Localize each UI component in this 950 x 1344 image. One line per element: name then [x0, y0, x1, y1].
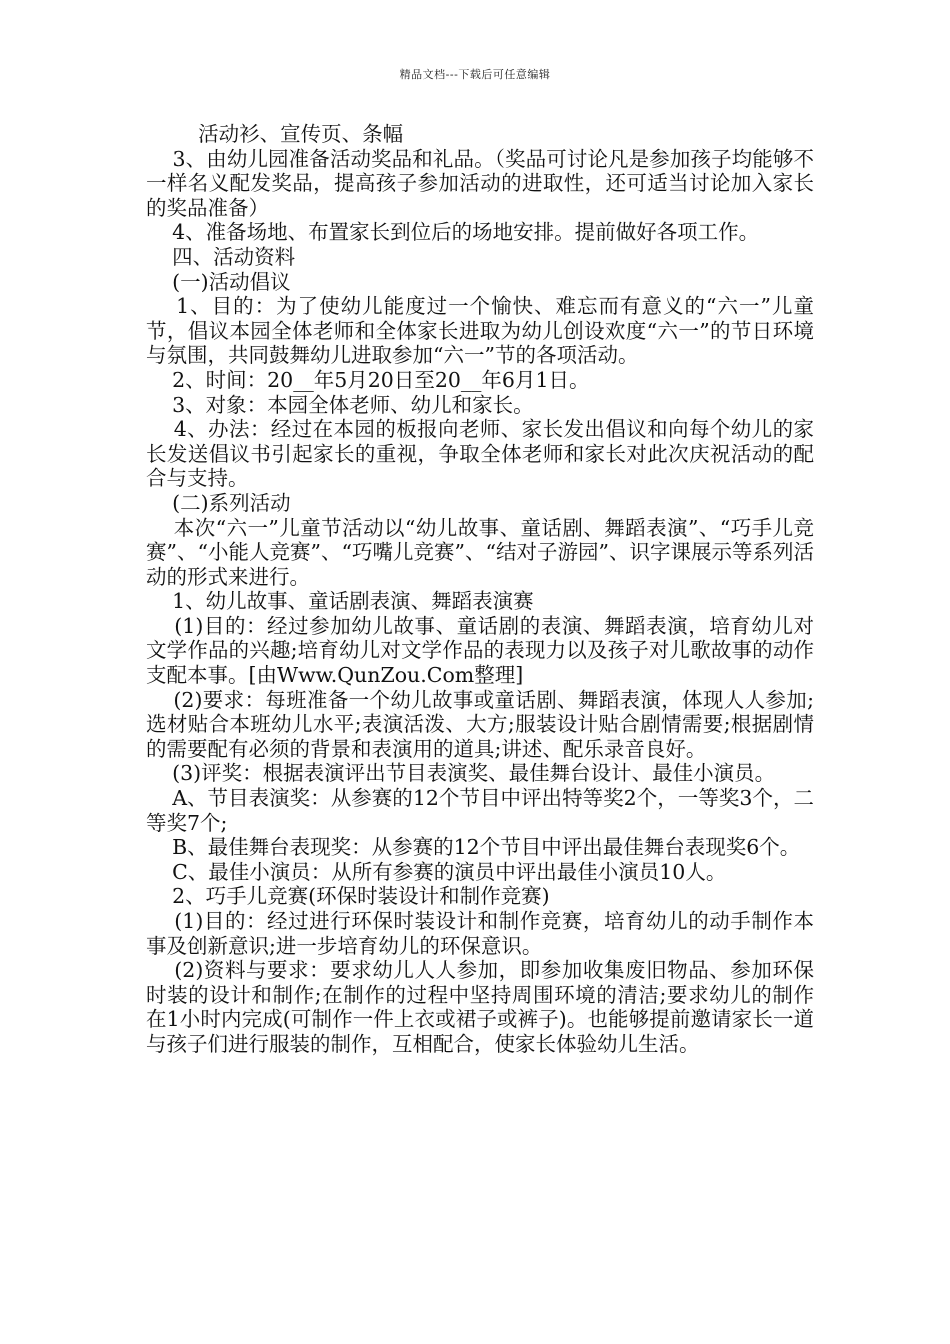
paragraph-award-c: C、最佳小演员：从所有参赛的演员中评出最佳小演员10人。: [146, 859, 727, 884]
document-body: [146, 122, 814, 1057]
paragraph-audience: 3、对象：本园全体老师、幼儿和家长。: [146, 392, 534, 417]
paragraph-prizes: 3、由幼儿园准备活动奖品和礼品。（奖品可讨论凡是参加孩子均能够不一样名义配发奖品，提高孩子参加活动的进取性，还可适当讨论加入家长的奖品准备）: [146, 146, 814, 220]
paragraph-performance-purpose: (1)目的：经过参加幼儿故事、童话剧的表演、舞蹈表演，培育幼儿对文学作品的兴趣;培育幼儿对文学作品的表现力以及孩子对儿歌故事的动作支配本事。[由Www.QunZou.Com整理]: [146, 613, 814, 688]
paragraph-series-intro: 本次“六一”儿童节活动以“幼儿故事、童话剧、舞蹈表演”、“巧手儿竞赛”、“小能人竞赛”、“巧嘴儿竞赛”、“结对子游园”、识字课展示等系列活动的形式来进行。: [146, 515, 814, 589]
paragraph-award-a: A、节目表演奖：从参赛的12个节目中评出特等奖2个，一等奖3个，二等奖7个;: [146, 786, 814, 835]
paragraph-craft-purpose: (1)目的：经过进行环保时装设计和制作竞赛，培育幼儿的动手制作本事及创新意识;进一步培育幼儿的环保意识。: [146, 909, 814, 958]
paragraph-award-b: B、最佳舞台表现奖：从参赛的12个节目中评出最佳舞台表现奖6个。: [146, 835, 801, 860]
paragraph-method: 4、办法：经过在本园的板报向老师、家长发出倡议和向每个幼儿的家长发送倡议书引起家长的重视，争取全体老师和家长对此次庆祝活动的配合与支持。: [146, 417, 814, 491]
page-header: 精品文档---下载后可任意编辑: [399, 68, 551, 81]
paragraph-performance-requirements: (2)要求：每班准备一个幼儿故事或童话剧、舞蹈表演，体现人人参加;选材贴合本班幼儿水平;表演活泼、大方;服装设计贴合剧情需要;根据剧情的需要配有必须的背景和表演用的道具;讲述、配乐录音良好。: [146, 687, 814, 761]
paragraph-venue: 4、准备场地、布置家长到位后的场地安排。提前做好各项工作。: [146, 220, 760, 245]
paragraph-purpose: 1、目的：为了使幼儿能度过一个愉快、难忘而有意义的“六一”儿童节，倡议本园全体老师和全体家长进取为幼儿创设欢度“六一”的节日环境与氛围，共同鼓舞幼儿进取参加“六一”节的各项活动。: [146, 294, 814, 368]
item-heading-performance: 1、幼儿故事、童话剧表演、舞蹈表演赛: [146, 589, 534, 614]
paragraph-craft-requirements: (2)资料与要求：要求幼儿人人参加，即参加收集废旧物品、参加环保时装的设计和制作;在制作的过程中坚持周围环境的清洁;要求幼儿的制作在1小时内完成(可制作一件上衣或裙子或裤子)。也能够提前邀请家长一道与孩子们进行服装的制作，互相配合，使家长体验幼儿生活。: [146, 958, 814, 1056]
section-heading-activity-content: 四、活动资料: [146, 244, 296, 269]
paragraph-time: 2、时间：20__年5月20日至20__年6月1日。: [146, 367, 590, 392]
paragraph-materials: 活动衫、宣传页、条幅: [146, 122, 404, 146]
subsection-heading-proposal: (一)活动倡议: [146, 269, 291, 294]
paragraph-performance-awards: (3)评奖：根据表演评出节目表演奖、最佳舞台设计、最佳小演员。: [146, 761, 776, 786]
item-heading-craft: 2、巧手儿竞赛(环保时装设计和制作竞赛): [146, 884, 550, 909]
subsection-heading-series: (二)系列活动: [146, 490, 291, 515]
